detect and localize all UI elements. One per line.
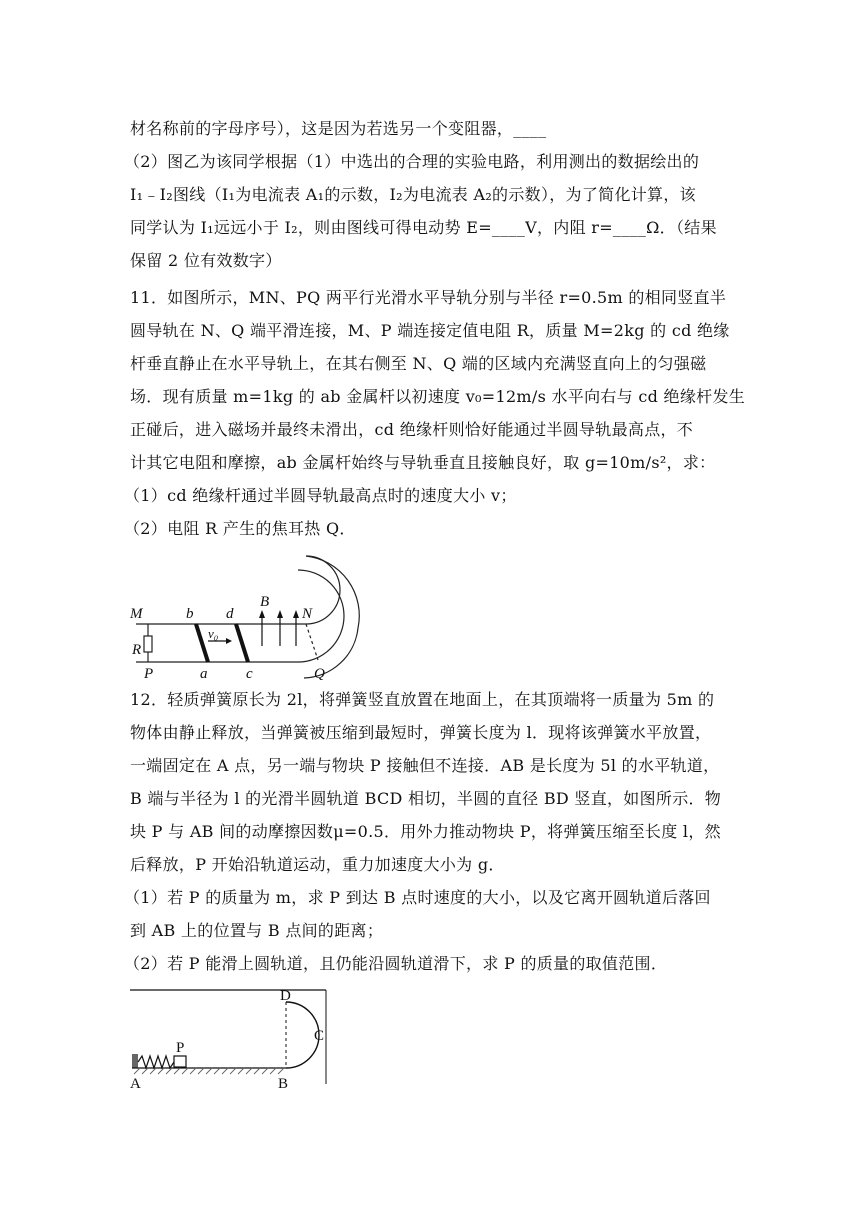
q12-line-3: 一端固定在 A 点，另一端与物块 P 接触但不连接．AB 是长度为 5l 的水平轨道， xyxy=(130,756,720,775)
q12-line-1: 12．轻质弹簧原长为 2l，将弹簧竖直放置在地面上，在其顶端将一质量为 5m 的 xyxy=(130,690,715,709)
q10-line-3: I₁﹣I₂图线（I₁为电流表 A₁的示数，I₂为电流表 A₂的示数），为了简化计算，该 xyxy=(130,185,696,204)
q10-line-1: 材名称前的字母序号），这是因为若选另一个变阻器，____ xyxy=(130,119,547,138)
q11-line-5: 正碰后，进入磁场并最终未滑出，cd 绝缘杆则恰好能通过半圆导轨最高点，不 xyxy=(130,420,694,439)
label-field-b: B xyxy=(260,594,270,610)
q11-line-4: 场．现有质量 m=1kg 的 ab 金属杆以初速度 v₀=12m/s 水平向右与 cd 绝缘杆发生 xyxy=(130,387,746,406)
q10-line-5: 保留 2 位有效数字） xyxy=(130,251,282,270)
label-c: c xyxy=(246,666,253,680)
label-r: R xyxy=(132,642,142,658)
label-n: N xyxy=(302,606,313,622)
q11-line-3: 杆垂直静止在水平导轨上，在其右侧至 N、Q 端的区域内充满竖直向上的匀强磁 xyxy=(130,354,707,373)
label-b: b xyxy=(186,606,194,622)
label-d: D xyxy=(280,988,291,1004)
block-p xyxy=(174,1056,186,1067)
rod-ab xyxy=(196,624,208,662)
semicircle-outer-arc-lower xyxy=(304,628,358,678)
label-a: a xyxy=(200,666,208,680)
arrowhead-icon xyxy=(293,610,299,618)
spring-icon xyxy=(138,1056,174,1068)
wall-a xyxy=(132,1054,138,1068)
ground-hatching xyxy=(134,1068,284,1074)
q12-line-2: 物体由静止释放，当弹簧被压缩到最短时，弹簧长度为 l．现将该弹簧水平放置， xyxy=(130,723,712,742)
label-d: d xyxy=(226,606,234,622)
q12-line-5: 块 P 与 AB 间的动摩擦因数μ=0.5．用外力推动物块 P，将弹簧压缩至长度 l，然 xyxy=(130,822,721,841)
q10-line-2: （2）图乙为该同学根据（1）中选出的合理的实验电路，利用测出的数据绘出的 xyxy=(124,152,700,171)
q12-line-4: B 端与半径为 l 的光滑半圆轨道 BCD 相切，半圆的直径 BD 竖直，如图所示．物 xyxy=(130,789,722,808)
label-a: A xyxy=(130,1076,141,1092)
q11-line-2: 圆导轨在 N、Q 端平滑连接，M、P 端连接定值电阻 R，质量 M=2kg 的 cd 绝缘 xyxy=(130,321,730,340)
q10-line-4: 同学认为 I₁远远小于 I₂，则由图线可得电动势 E=____V，内阻 r=____Ω．（结果 xyxy=(130,218,717,237)
field-arrows xyxy=(262,616,296,646)
q12-line-9: （2）若 P 能滑上圆轨道，且仍能沿圆轨道滑下，求 P 的质量的取值范围． xyxy=(124,954,668,973)
label-v0: v₀ xyxy=(208,626,219,641)
resistor-r xyxy=(144,636,152,652)
label-c: C xyxy=(314,1028,325,1044)
q11-line-8: （2）电阻 R 产生的焦耳热 Q． xyxy=(124,519,356,538)
semicircle-outer-arc xyxy=(306,556,359,628)
spring-track-figure xyxy=(128,984,338,1092)
q11-line-1: 11．如图所示，MN、PQ 两平行光滑水平导轨分别与半径 r=0.5m 的相同竖直半 xyxy=(130,288,727,307)
q11-line-7: （1）cd 绝缘杆通过半圆导轨最高点时的速度大小 v； xyxy=(124,486,517,505)
arrowhead-icon xyxy=(259,610,265,618)
label-p: P xyxy=(144,666,154,680)
arrowhead-icon xyxy=(277,610,283,618)
q12-line-8: 到 AB 上的位置与 B 点间的距离； xyxy=(130,921,384,940)
label-p: P xyxy=(176,1040,185,1056)
dashed-nq xyxy=(306,624,318,660)
q11-line-6: 计其它电阻和摩擦，ab 金属杆始终与导轨垂直且接触良好，取 g=10m/s²，求： xyxy=(130,453,716,472)
label-m: M xyxy=(130,606,143,622)
q12-line-6: 后释放，P 开始沿轨道运动，重力加速度大小为 g． xyxy=(130,855,505,874)
rod-cd xyxy=(236,624,248,662)
label-b: B xyxy=(278,1076,289,1092)
q12-line-7: （1）若 P 的质量为 m，求 P 到达 B 点时速度的大小，以及它离开圆轨道后落回 xyxy=(124,888,711,907)
label-q: Q xyxy=(314,666,325,680)
velocity-arrowhead xyxy=(226,638,232,644)
rail-magnetic-field-figure xyxy=(128,548,368,680)
